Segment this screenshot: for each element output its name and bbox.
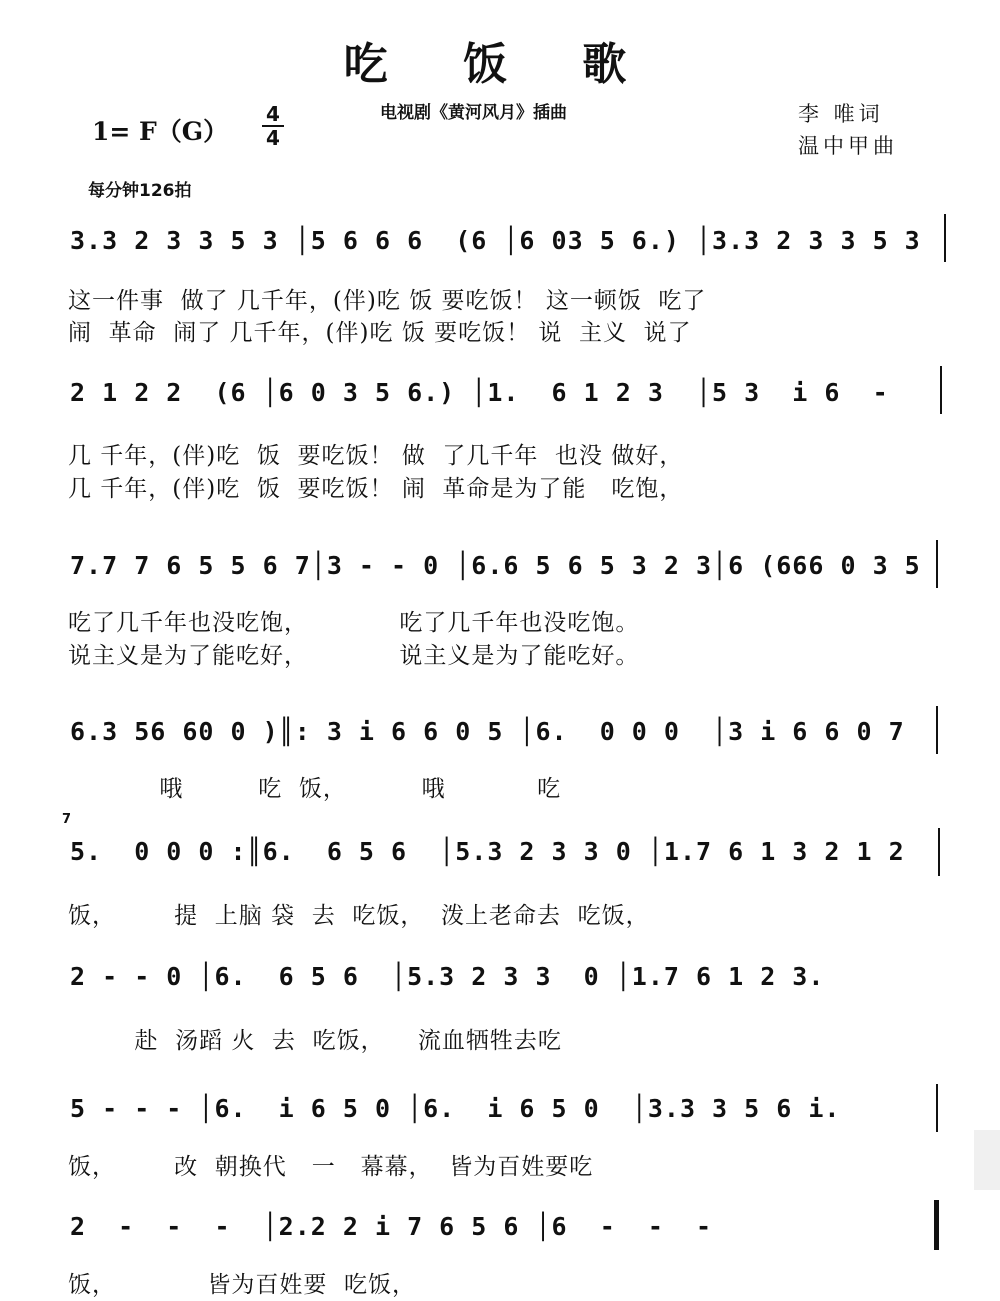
barline xyxy=(936,540,938,588)
lyricist-credit: 李 唯词 xyxy=(798,102,884,126)
notation-line-2: 2 1 2 2 (6 │6 0 3 5 6.) │1. 6 1 2 3 │5 3 i 6 - xyxy=(70,378,889,407)
lyric-line-3-verse-2: 说主义是为了能吃好， 说主义是为了能吃好。 xyxy=(68,643,640,669)
key-signature: 1= F（G） xyxy=(92,117,229,146)
notation-line-8: 2 - - - │2.2 2 i 7 6 5 6 │6 - - - xyxy=(70,1212,713,1241)
notation-line-7: 5 - - - │6. i 6 5 0 │6. i 6 5 0 │3.3 3 5 6 i. xyxy=(70,1094,841,1123)
final-barline xyxy=(934,1200,939,1250)
time-signature-bottom: 4 xyxy=(266,126,280,150)
barline xyxy=(940,366,942,414)
lyric-line-3-verse-1: 吃了几千年也没吃饱， 吃了几千年也没吃饱。 xyxy=(68,610,640,636)
lyric-line-1-verse-1: 这一件事 做了 几千年，(伴)吃 饭 要吃饭！ 这一顿饭 吃了 xyxy=(68,288,707,314)
grace-note: 7 xyxy=(62,812,72,827)
tempo-marking: 每分钟126拍 xyxy=(88,181,192,201)
lyric-line-5: 饭， 提 上脑 袋 去 吃饭， 泼上老命去 吃饭， xyxy=(68,903,650,929)
time-signature xyxy=(262,104,284,148)
lyric-line-8: 饭， 皆为百姓要 吃饭， xyxy=(68,1272,417,1298)
barline xyxy=(944,214,946,262)
time-signature-top: 4 xyxy=(266,102,280,126)
song-title: 吃 饭 歌 xyxy=(343,39,657,90)
page-edge-mark xyxy=(974,1130,1000,1190)
lyric-line-7: 饭， 改 朝换代 一 幕幕， 皆为百姓要吃 xyxy=(68,1154,594,1180)
notation-line-5: 5. 0 0 0 :║6. 6 5 6 │5.3 2 3 3 0 │1.7 6 1 3 2 1 2 xyxy=(70,837,905,866)
barline xyxy=(938,828,940,876)
notation-line-3: 7.7 7 6 5 5 6 7│3 - - 0 │6.6 5 6 5 3 2 3│6 (666 0 3 5 xyxy=(70,551,921,580)
barline xyxy=(936,706,938,754)
lyric-line-6: 赴 汤蹈 火 去 吃饭， 流血牺牲去吃 xyxy=(68,1028,562,1054)
subtitle: 电视剧《黄河风月》插曲 xyxy=(380,103,567,123)
lyric-line-2-verse-1: 几 千年，(伴)吃 饭 要吃饭！ 做 了几千年 也没 做好， xyxy=(68,443,684,469)
lyric-line-2-verse-2: 几 千年，(伴)吃 饭 要吃饭！ 闹 革命是为了能 吃饱， xyxy=(68,476,684,502)
composer-credit: 温中甲曲 xyxy=(798,134,898,158)
notation-line-1: 3.3 2 3 3 5 3 │5 6 6 6 (6 │6 03 5 6.) │3.3 2 3 3 5 3 xyxy=(70,226,921,255)
barline xyxy=(936,1084,938,1132)
notation-line-6: 2 - - 0 │6. 6 5 6 │5.3 2 3 3 0 │1.7 6 1 2 3. xyxy=(70,962,825,991)
lyric-line-1-verse-2: 闹 革命 闹了 几千年，(伴)吃 饭 要吃饭！ 说 主义 说了 xyxy=(68,320,692,346)
lyric-line-4: 哦 吃 饭， 哦 吃 xyxy=(68,776,562,802)
notation-line-4: 6.3 56 60 0 )║: 3 i 6 6 0 5 │6. 0 0 0 │3 i 6 6 0 7 xyxy=(70,717,905,746)
